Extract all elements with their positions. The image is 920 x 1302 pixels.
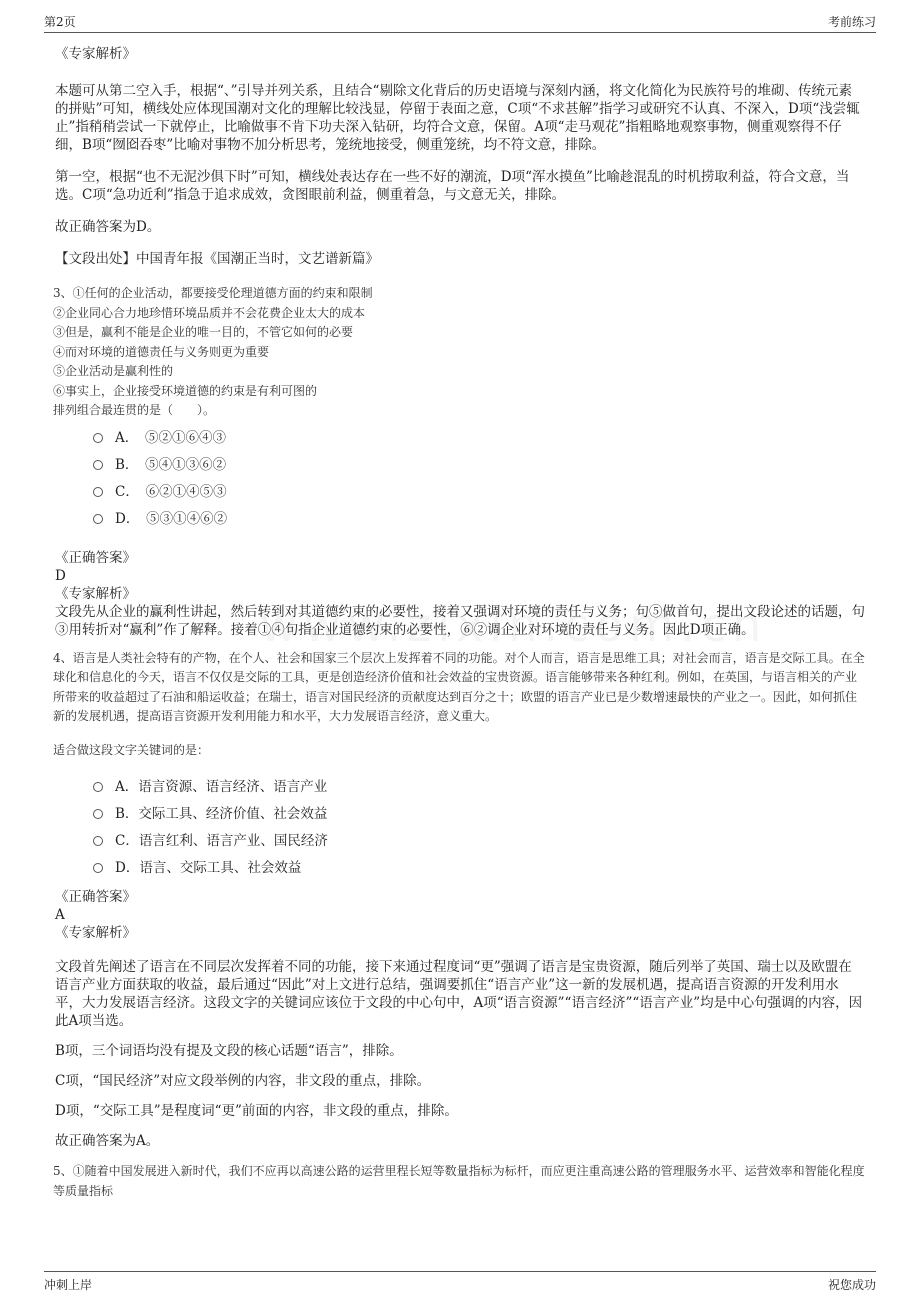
q4-analysis-label: 《专家解析》	[55, 925, 136, 941]
q2-analysis-p1: 本题可从第二空入手，根据“、”引导并列关系，且结合“剔除文化背后的历史语境与深刻内涵，将文化简化为民族符号的堆砌、传统元素的拼贴”可知，横线处应体现国潮对文化的理解比较浅显，停留于表面之意，C项“不求甚解”指学习或研究不认真、不深入，D项“浅尝辄止”指稍稍尝试一下就停止，比喻做事不肯下功夫深入钻研，均符合文意，保留。A项“走马观花”指粗略地观察事物，侧重观察得不仔细，B项“囫囵吞枣”比喻对事物不加分析思考，笼统地接受，侧重笼统，均不符文意，排除。	[55, 83, 860, 153]
footer-right: 祝您成功	[827, 1278, 876, 1292]
q4-analysis-p1: 文段首先阐述了语言在不同层次发挥着不同的功能，接下来通过程度词“更”强调了语言是宝贵资源，随后列举了英国、瑞士以及欧盟在语言产业方面获取的收益，最后通过“因此”对上文进行总结，强调要抓住“语言产业”这一新的发展机遇，提高语言资源的开发利用水平，大力发展语言经济。这段文字的关键词应该位于文段的中心句中，A项“语言资源”“语言经济”“语言产业”均是中心句强调的内容，因此A项当选。	[55, 959, 863, 1029]
q3-line: ⑤企业活动是赢利性的	[53, 364, 174, 378]
q2-analysis-p2: 第一空，根据“也不无泥沙俱下时”可知，横线处表达存在一些不好的潮流，D项“浑水摸鱼”比喻趁混乱的时机捞取利益，符合文意，当选。C项“急功近利”指急于追求成效，贪图眼前利益，侧重着急，与文意无关，排除。	[55, 169, 850, 203]
q4-option-a[interactable]: A．语言资源、语言经济、语言产业	[55, 774, 865, 801]
q4-analysis-p3: C项，“国民经济”对应文段举例的内容，非文段的重点，排除。	[55, 1073, 431, 1089]
q5-stem: 5、①随着中国发展进入新时代，我们不应再以高速公路的运营里程长短等数量指标为标杆，而应更注重高速公路的管理服务水平、运营效率和智能化程度等质量指标	[53, 1164, 865, 1198]
q3-answer: D	[55, 567, 66, 584]
q4-answer-label: 《正确答案》	[55, 889, 136, 905]
q3-options	[55, 425, 865, 533]
q4-analysis-p2: B项，三个词语均没有提及文段的核心话题“语言”，排除。	[55, 1043, 403, 1059]
q3-analysis-label: 《专家解析》	[55, 585, 136, 602]
q3-question: 排列组合最连贯的是（ ）。	[53, 403, 216, 417]
q3-line: ②企业同心合力地珍惜环境品质并不会花费企业太大的成本	[53, 305, 366, 320]
q3-option-c[interactable]: C． ⑥②①④⑤③	[55, 479, 865, 506]
page-header	[44, 10, 876, 33]
radio-icon[interactable]	[93, 487, 103, 497]
radio-icon[interactable]	[93, 433, 103, 443]
q2-analysis-label: 《专家解析》	[55, 46, 136, 62]
q4-option-b[interactable]: B．交际工具、经济价值、社会效益	[55, 801, 865, 828]
q2-source: 【文段出处】中国青年报《国潮正当时，文艺谱新篇》	[55, 251, 379, 267]
q3-answer-label: 《正确答案》	[55, 549, 136, 566]
q3-analysis: 文段先从企业的赢利性讲起，然后转到对其道德约束的必要性，接着又强调对环境的责任与义务；句⑤做首句，提出文段论述的话题，句③用转折对“赢利”作了解释。接着①④句指企业道德约束的必要性，⑥②调企业对环境的责任与义务。因此D项正确。	[55, 603, 865, 638]
footer-left: 冲刺上岸	[44, 1278, 93, 1292]
radio-icon[interactable]	[93, 514, 103, 524]
q4-analysis-p4: D项，“交际工具”是程度词“更”前面的内容，非文段的重点，排除。	[55, 1103, 458, 1119]
radio-icon[interactable]	[93, 460, 103, 470]
page-number: 第2页	[44, 15, 76, 29]
q3-stem	[55, 284, 865, 421]
q3-line: ⑥事实上，企业接受环境道德的约束是有利可图的	[53, 383, 318, 398]
q4-question: 适合做这段文字关键词的是：	[53, 742, 210, 757]
header-title: 考前练习	[827, 15, 876, 29]
radio-icon[interactable]	[93, 782, 103, 792]
q3-option-a[interactable]: A． ⑤②①⑥④③	[55, 425, 865, 452]
q3-line: ③但是，赢利不能是企业的唯一目的，不管它如何的必要	[53, 325, 354, 339]
q4-option-d[interactable]: D．语言、交际工具、社会效益	[55, 855, 865, 882]
q3-line: 3、①任何的企业活动，都要接受伦理道德方面的约束和限制	[53, 286, 373, 300]
page-footer	[44, 1271, 876, 1296]
q4-answer-line: 故正确答案为A。	[55, 1133, 160, 1149]
q4-option-c[interactable]: C．语言红利、语言产业、国民经济	[55, 828, 865, 855]
q3-option-b[interactable]: B． ⑤④①③⑥②	[55, 452, 865, 479]
q4-stem: 4、语言是人类社会特有的产物，在个人、社会和国家三个层次上发挥着不同的功能。对个人而言，语言是思维工具；对社会而言，语言是交际工具。在全球化和信息化的今天，语言不仅仅是交际的工具，更是创造经济价值和社会效益的宝贵资源。语言能够带来各种红利。例如，在英国，与语言相关的产业所带来的收益超过了石油和船运收益；在瑞士，语言对国民经济的贡献度达到百分之十；欧盟的语言产业已是少数增速最快的产业之一。因此，如何抓住新的发展机遇，提高语言资源开发利用能力和水平，大力发展语言经济，意义重大。	[53, 650, 865, 723]
radio-icon[interactable]	[93, 836, 103, 846]
q2-answer-line: 故正确答案为D。	[55, 219, 161, 235]
q4-answer: A	[55, 907, 65, 923]
document-body	[55, 40, 865, 1201]
radio-icon[interactable]	[93, 863, 103, 873]
radio-icon[interactable]	[93, 809, 103, 819]
q4-options	[55, 774, 865, 882]
q3-line: ④而对环境的道德责任与义务则更为重要	[53, 344, 270, 359]
q3-option-d[interactable]: D． ⑤③①④⑥②	[55, 506, 865, 533]
